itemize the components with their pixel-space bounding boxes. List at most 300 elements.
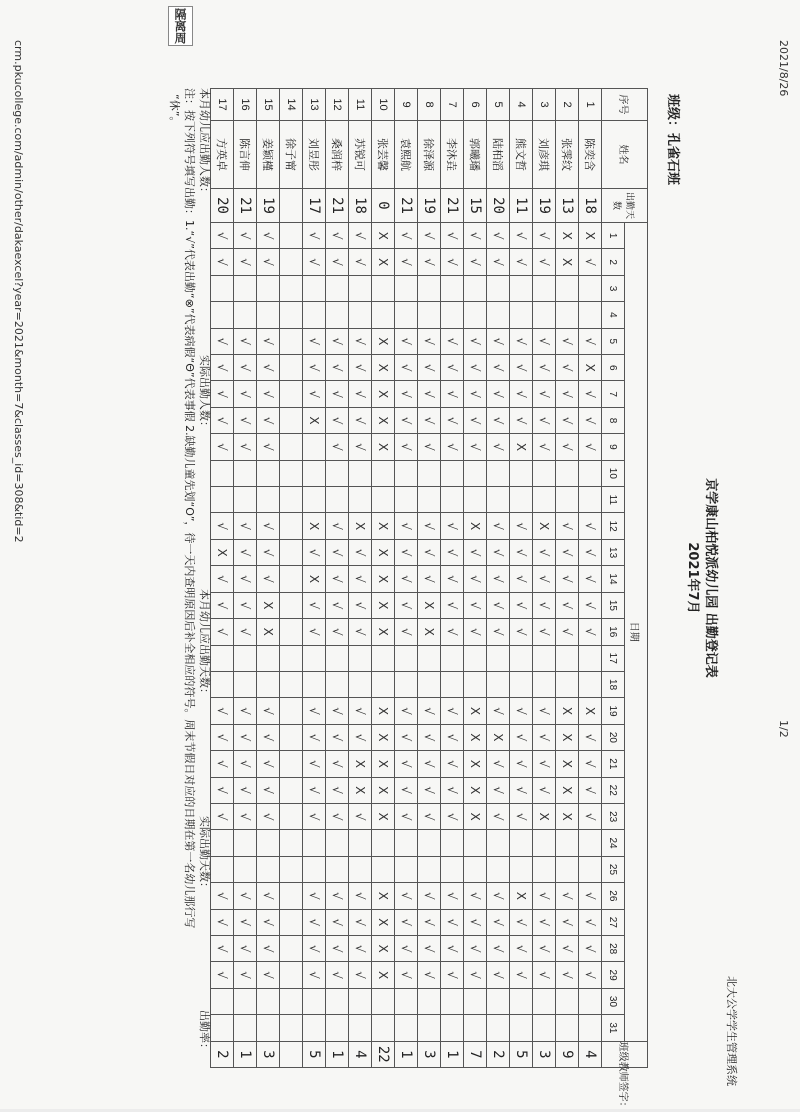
- attendance-mark-cell: [464, 856, 487, 882]
- date-header-cell: 13: [602, 539, 625, 565]
- attendance-mark-cell: √: [464, 592, 487, 618]
- date-header-cell: 18: [602, 671, 625, 697]
- attendance-mark-cell: [441, 671, 464, 697]
- attendance-mark-cell: √: [464, 355, 487, 381]
- attendance-mark-cell: √: [395, 381, 418, 407]
- attendance-mark-cell: [418, 302, 441, 328]
- attendance-mark-cell: [395, 275, 418, 301]
- attendance-mark-cell: √: [326, 223, 349, 249]
- attendance-mark-cell: [326, 302, 349, 328]
- attendance-mark-cell: [556, 856, 579, 882]
- attendance-mark-cell: X: [464, 803, 487, 829]
- attendance-mark-cell: [280, 566, 303, 592]
- attendance-mark-cell: [326, 645, 349, 671]
- attendance-mark-cell: [234, 856, 257, 882]
- attendance-mark-cell: √: [211, 407, 234, 433]
- attendance-mark-cell: √: [441, 328, 464, 354]
- date-header-cell: 31: [602, 1015, 625, 1041]
- name-cell: 郭曦璠: [464, 121, 487, 189]
- attendance-mark-cell: √: [234, 355, 257, 381]
- attendance-mark-cell: √: [464, 909, 487, 935]
- attendance-mark-cell: X: [372, 249, 395, 275]
- days-cell: 0: [372, 189, 395, 223]
- attendance-mark-cell: [533, 275, 556, 301]
- attendance-mark-cell: √: [533, 592, 556, 618]
- name-cell: 苏锐可: [349, 121, 372, 189]
- attendance-mark-cell: √: [533, 909, 556, 935]
- attendance-mark-cell: [372, 275, 395, 301]
- attendance-mark-cell: √: [395, 513, 418, 539]
- attendance-mark-cell: √: [510, 539, 533, 565]
- attendance-mark-cell: √: [510, 223, 533, 249]
- attendance-mark-cell: [234, 487, 257, 513]
- attendance-mark-cell: X: [418, 592, 441, 618]
- attendance-mark-cell: √: [510, 803, 533, 829]
- name-cell: 陆柏滔: [487, 121, 510, 189]
- attendance-mark-cell: √: [487, 434, 510, 460]
- attendance-mark-cell: [326, 856, 349, 882]
- attendance-mark-cell: √: [234, 724, 257, 750]
- attendance-mark-cell: √: [510, 381, 533, 407]
- attendance-mark-cell: √: [211, 803, 234, 829]
- attendance-mark-cell: [441, 275, 464, 301]
- date-header-cell: 9: [602, 434, 625, 460]
- attendance-mark-cell: √: [211, 223, 234, 249]
- attendance-mark-cell: [441, 487, 464, 513]
- attendance-mark-cell: [303, 671, 326, 697]
- absence-count-cell: 3: [418, 1041, 441, 1067]
- attendance-mark-cell: √: [234, 539, 257, 565]
- attendance-mark-cell: X: [349, 513, 372, 539]
- attendance-mark-cell: √: [234, 328, 257, 354]
- attendance-mark-cell: [464, 830, 487, 856]
- date-header-cell: 14: [602, 566, 625, 592]
- attendance-mark-cell: √: [418, 777, 441, 803]
- attendance-mark-cell: [556, 671, 579, 697]
- attendance-mark-cell: X: [372, 751, 395, 777]
- attendance-mark-cell: √: [556, 381, 579, 407]
- attendance-mark-cell: √: [579, 328, 602, 354]
- attendance-mark-cell: X: [556, 724, 579, 750]
- attendance-mark-cell: √: [303, 381, 326, 407]
- attendance-mark-cell: X: [510, 434, 533, 460]
- attendance-mark-cell: √: [257, 355, 280, 381]
- attendance-mark-cell: [372, 1015, 395, 1041]
- table-row: [579, 89, 602, 1068]
- attendance-mark-cell: √: [234, 619, 257, 645]
- attendance-mark-cell: √: [395, 566, 418, 592]
- attendance-mark-cell: √: [234, 935, 257, 961]
- table-row: [556, 89, 579, 1068]
- attendance-mark-cell: √: [349, 223, 372, 249]
- attendance-mark-cell: [395, 487, 418, 513]
- attendance-mark-cell: √: [211, 381, 234, 407]
- attendance-mark-cell: [280, 487, 303, 513]
- attendance-mark-cell: √: [487, 381, 510, 407]
- attendance-mark-cell: [257, 487, 280, 513]
- attendance-mark-cell: √: [418, 935, 441, 961]
- attendance-mark-cell: [510, 460, 533, 486]
- attendance-mark-cell: √: [257, 777, 280, 803]
- days-cell: 20: [211, 189, 234, 223]
- attendance-mark-cell: [556, 988, 579, 1014]
- attendance-mark-cell: X: [372, 909, 395, 935]
- attendance-mark-cell: √: [303, 328, 326, 354]
- attendance-mark-cell: X: [556, 751, 579, 777]
- attendance-mark-cell: [533, 645, 556, 671]
- name-cell: 刘彦琪: [533, 121, 556, 189]
- attendance-mark-cell: √: [211, 355, 234, 381]
- attendance-mark-cell: √: [326, 909, 349, 935]
- attendance-mark-cell: √: [303, 592, 326, 618]
- should-attend-days: 本月幼儿应出勤天数：: [198, 589, 211, 699]
- attendance-mark-cell: X: [579, 698, 602, 724]
- col-name-header: 姓名: [602, 121, 648, 189]
- attendance-mark-cell: √: [418, 513, 441, 539]
- attendance-mark-cell: √: [418, 434, 441, 460]
- attendance-mark-cell: √: [257, 223, 280, 249]
- col-date-header: 日期: [625, 223, 648, 1042]
- attendance-mark-cell: √: [487, 355, 510, 381]
- attendance-mark-cell: [280, 592, 303, 618]
- attendance-mark-cell: √: [418, 539, 441, 565]
- sheet-subtitle: 2021年7月: [685, 542, 700, 614]
- attendance-mark-cell: √: [556, 434, 579, 460]
- table-row: [533, 89, 556, 1068]
- attendance-mark-cell: √: [395, 434, 418, 460]
- attendance-mark-cell: √: [395, 777, 418, 803]
- attendance-mark-cell: X: [533, 803, 556, 829]
- attendance-mark-cell: √: [211, 883, 234, 909]
- attendance-mark-cell: √: [556, 619, 579, 645]
- attendance-mark-cell: √: [441, 381, 464, 407]
- attendance-mark-cell: √: [303, 539, 326, 565]
- attendance-mark-cell: √: [257, 698, 280, 724]
- attendance-mark-cell: √: [487, 698, 510, 724]
- attendance-mark-cell: √: [533, 249, 556, 275]
- attendance-mark-cell: √: [464, 619, 487, 645]
- attendance-mark-cell: √: [257, 328, 280, 354]
- name-cell: 姜颖槿: [257, 121, 280, 189]
- attendance-mark-cell: [303, 487, 326, 513]
- attendance-mark-cell: √: [395, 962, 418, 988]
- attendance-mark-cell: [418, 671, 441, 697]
- attendance-mark-cell: √: [510, 592, 533, 618]
- seq-cell: 1: [579, 89, 602, 121]
- attendance-mark-cell: √: [441, 803, 464, 829]
- name-cell: 张霁纹: [556, 121, 579, 189]
- attendance-mark-cell: √: [487, 328, 510, 354]
- attendance-mark-cell: √: [556, 962, 579, 988]
- date-header-cell: 20: [602, 724, 625, 750]
- seq-cell: 17: [211, 89, 234, 121]
- attendance-mark-cell: √: [303, 249, 326, 275]
- attendance-mark-cell: [303, 830, 326, 856]
- attendance-mark-cell: [257, 302, 280, 328]
- attendance-mark-cell: √: [349, 566, 372, 592]
- date-header-cell: 23: [602, 803, 625, 829]
- days-cell: 21: [441, 189, 464, 223]
- attendance-mark-cell: √: [395, 355, 418, 381]
- absence-count-cell: 4: [579, 1041, 602, 1067]
- attendance-mark-cell: √: [303, 698, 326, 724]
- page-number: 1/2: [777, 720, 790, 738]
- days-cell: 20: [487, 189, 510, 223]
- attendance-mark-cell: [579, 988, 602, 1014]
- days-cell: 18: [579, 189, 602, 223]
- attendance-mark-cell: √: [533, 751, 556, 777]
- attendance-mark-cell: √: [257, 909, 280, 935]
- sheet-title: 京学康山柏悦派幼儿园 出勤登记表: [703, 478, 718, 678]
- attendance-mark-cell: √: [326, 619, 349, 645]
- attendance-mark-cell: √: [441, 751, 464, 777]
- system-name: 北大公学学生管理系统: [725, 976, 738, 1086]
- attendance-mark-cell: √: [234, 434, 257, 460]
- attendance-mark-cell: √: [395, 539, 418, 565]
- attendance-mark-cell: √: [556, 909, 579, 935]
- attendance-mark-cell: X: [464, 751, 487, 777]
- attendance-mark-cell: √: [579, 513, 602, 539]
- attendance-mark-cell: [280, 988, 303, 1014]
- attendance-mark-cell: X: [464, 777, 487, 803]
- attendance-mark-cell: [280, 434, 303, 460]
- attendance-mark-cell: √: [556, 935, 579, 961]
- attendance-mark-cell: X: [349, 777, 372, 803]
- attendance-mark-cell: [234, 275, 257, 301]
- attendance-mark-cell: √: [533, 328, 556, 354]
- attendance-mark-cell: [280, 671, 303, 697]
- attendance-mark-cell: √: [234, 909, 257, 935]
- attendance-mark-cell: [579, 275, 602, 301]
- attendance-mark-cell: √: [326, 962, 349, 988]
- attendance-mark-cell: √: [579, 803, 602, 829]
- attendance-mark-cell: √: [395, 619, 418, 645]
- date-header-cell: 12: [602, 513, 625, 539]
- attendance-mark-cell: [395, 671, 418, 697]
- attendance-mark-cell: √: [441, 619, 464, 645]
- attendance-mark-cell: [395, 856, 418, 882]
- attendance-mark-cell: √: [533, 698, 556, 724]
- date-header-cell: 11: [602, 487, 625, 513]
- attendance-mark-cell: [234, 645, 257, 671]
- attendance-mark-cell: [257, 830, 280, 856]
- attendance-mark-cell: √: [211, 513, 234, 539]
- attendance-mark-cell: X: [487, 724, 510, 750]
- attendance-mark-cell: [326, 988, 349, 1014]
- attendance-mark-cell: X: [372, 803, 395, 829]
- attendance-mark-cell: [349, 1015, 372, 1041]
- attendance-mark-cell: [556, 1015, 579, 1041]
- attendance-mark-cell: [280, 777, 303, 803]
- name-cell: 徐泽源: [418, 121, 441, 189]
- footer-note: 注：按下列符号填写出勤：1.“√”代表出勤“⊗”代表病假“Θ”代表事假 2.缺勤儿童先划“O”，待一天内查明原因后补全相应的符号。周末节假日对应的日期在第一名幼儿那行写: [183, 88, 196, 929]
- attendance-mark-cell: √: [257, 803, 280, 829]
- attendance-mark-cell: √: [326, 539, 349, 565]
- attendance-mark-cell: [280, 645, 303, 671]
- attendance-mark-cell: [234, 830, 257, 856]
- attendance-mark-cell: √: [487, 513, 510, 539]
- attendance-mark-cell: √: [326, 724, 349, 750]
- attendance-mark-cell: √: [257, 751, 280, 777]
- attendance-mark-cell: [487, 830, 510, 856]
- attendance-mark-cell: √: [464, 249, 487, 275]
- attendance-mark-cell: [533, 302, 556, 328]
- name-cell: 陈言伸: [234, 121, 257, 189]
- attendance-mark-cell: [211, 487, 234, 513]
- attendance-mark-cell: √: [418, 724, 441, 750]
- attendance-mark-cell: X: [372, 698, 395, 724]
- days-cell: 19: [257, 189, 280, 223]
- attendance-mark-cell: [510, 830, 533, 856]
- seq-cell: 10: [372, 89, 395, 121]
- attendance-mark-cell: √: [395, 592, 418, 618]
- attendance-mark-cell: [372, 460, 395, 486]
- attendance-mark-cell: √: [418, 803, 441, 829]
- attendance-mark-cell: [556, 830, 579, 856]
- attendance-mark-cell: √: [257, 883, 280, 909]
- attendance-mark-cell: [556, 487, 579, 513]
- attendance-mark-cell: √: [464, 539, 487, 565]
- attendance-mark-cell: [280, 724, 303, 750]
- attendance-mark-cell: √: [234, 698, 257, 724]
- attendance-mark-cell: X: [257, 592, 280, 618]
- attendance-mark-cell: √: [395, 883, 418, 909]
- attendance-mark-cell: X: [556, 803, 579, 829]
- attendance-mark-cell: √: [257, 962, 280, 988]
- attendance-mark-cell: √: [234, 381, 257, 407]
- name-cell: 李沐垚: [441, 121, 464, 189]
- attendance-mark-cell: √: [510, 698, 533, 724]
- attendance-mark-cell: √: [487, 883, 510, 909]
- absence-count-cell: 5: [510, 1041, 533, 1067]
- attendance-mark-cell: √: [556, 566, 579, 592]
- attendance-mark-cell: √: [257, 566, 280, 592]
- attendance-mark-cell: √: [349, 328, 372, 354]
- name-cell: 徐子甯: [280, 121, 303, 189]
- attendance-mark-cell: [464, 988, 487, 1014]
- attendance-mark-cell: √: [533, 381, 556, 407]
- attendance-mark-cell: √: [464, 434, 487, 460]
- attendance-mark-cell: √: [303, 883, 326, 909]
- days-cell: 18: [349, 189, 372, 223]
- attendance-mark-cell: [556, 275, 579, 301]
- attendance-mark-cell: X: [579, 223, 602, 249]
- attendance-mark-cell: √: [326, 698, 349, 724]
- attendance-mark-cell: [349, 487, 372, 513]
- attendance-mark-cell: √: [556, 592, 579, 618]
- attendance-mark-cell: √: [211, 328, 234, 354]
- absence-count-cell: 4: [349, 1041, 372, 1067]
- date-header-cell: 19: [602, 698, 625, 724]
- attendance-mark-cell: X: [372, 566, 395, 592]
- attendance-mark-cell: [280, 962, 303, 988]
- attendance-mark-cell: √: [464, 935, 487, 961]
- seq-cell: 2: [556, 89, 579, 121]
- name-cell: 袁熙航: [395, 121, 418, 189]
- attendance-mark-cell: [372, 645, 395, 671]
- seq-cell: 11: [349, 89, 372, 121]
- attendance-mark-cell: X: [303, 566, 326, 592]
- attendance-mark-cell: √: [395, 249, 418, 275]
- absence-count-cell: 3: [533, 1041, 556, 1067]
- attendance-mark-cell: [418, 856, 441, 882]
- attendance-mark-cell: √: [487, 751, 510, 777]
- attendance-mark-cell: [257, 645, 280, 671]
- attendance-mark-cell: √: [487, 619, 510, 645]
- attendance-mark-cell: √: [418, 566, 441, 592]
- attendance-mark-cell: [464, 645, 487, 671]
- attendance-mark-cell: [487, 487, 510, 513]
- attendance-mark-cell: √: [579, 909, 602, 935]
- attendance-mark-cell: √: [579, 724, 602, 750]
- attendance-mark-cell: [280, 619, 303, 645]
- seq-cell: 5: [487, 89, 510, 121]
- attendance-mark-cell: √: [257, 539, 280, 565]
- attendance-mark-cell: √: [326, 328, 349, 354]
- attendance-mark-cell: [257, 856, 280, 882]
- attendance-mark-cell: √: [533, 539, 556, 565]
- attendance-mark-cell: [579, 302, 602, 328]
- absence-count-cell: 22: [372, 1041, 395, 1067]
- attendance-mark-cell: [211, 856, 234, 882]
- attendance-mark-cell: √: [487, 223, 510, 249]
- attendance-mark-cell: [280, 249, 303, 275]
- attendance-mark-cell: √: [234, 751, 257, 777]
- attendance-mark-cell: [303, 645, 326, 671]
- attendance-mark-cell: √: [579, 381, 602, 407]
- days-cell: 15: [464, 189, 487, 223]
- attendance-mark-cell: √: [487, 909, 510, 935]
- attendance-mark-cell: √: [234, 777, 257, 803]
- attendance-mark-cell: √: [234, 592, 257, 618]
- attendance-mark-cell: [464, 487, 487, 513]
- attendance-mark-cell: X: [372, 619, 395, 645]
- attendance-mark-cell: √: [395, 935, 418, 961]
- attendance-mark-cell: [257, 460, 280, 486]
- date-header-cell: 5: [602, 328, 625, 354]
- attendance-mark-cell: X: [303, 407, 326, 433]
- header-row-1: [625, 89, 648, 1068]
- attendance-mark-cell: [372, 830, 395, 856]
- attendance-mark-cell: √: [234, 223, 257, 249]
- attendance-mark-cell: X: [372, 381, 395, 407]
- absence-count-cell: [280, 1041, 303, 1067]
- attendance-mark-cell: √: [418, 962, 441, 988]
- date-header-cell: 16: [602, 619, 625, 645]
- attendance-mark-cell: [234, 671, 257, 697]
- actual-attend-count: 实际出勤人数：: [198, 355, 211, 432]
- attendance-mark-cell: √: [326, 381, 349, 407]
- attendance-mark-cell: [464, 671, 487, 697]
- attendance-mark-cell: √: [234, 513, 257, 539]
- attendance-mark-cell: X: [372, 328, 395, 354]
- attendance-mark-cell: √: [303, 619, 326, 645]
- attendance-mark-cell: [211, 460, 234, 486]
- attendance-mark-cell: √: [211, 592, 234, 618]
- attendance-mark-cell: [303, 1015, 326, 1041]
- attendance-mark-cell: [510, 275, 533, 301]
- attendance-mark-cell: √: [579, 883, 602, 909]
- attendance-mark-cell: √: [326, 592, 349, 618]
- attendance-mark-cell: √: [257, 381, 280, 407]
- attendance-mark-cell: [234, 302, 257, 328]
- attendance-mark-cell: √: [441, 777, 464, 803]
- attendance-mark-cell: X: [372, 539, 395, 565]
- attendance-mark-cell: [395, 1015, 418, 1041]
- attendance-mark-cell: √: [349, 381, 372, 407]
- attendance-mark-cell: [280, 803, 303, 829]
- attendance-mark-cell: √: [303, 751, 326, 777]
